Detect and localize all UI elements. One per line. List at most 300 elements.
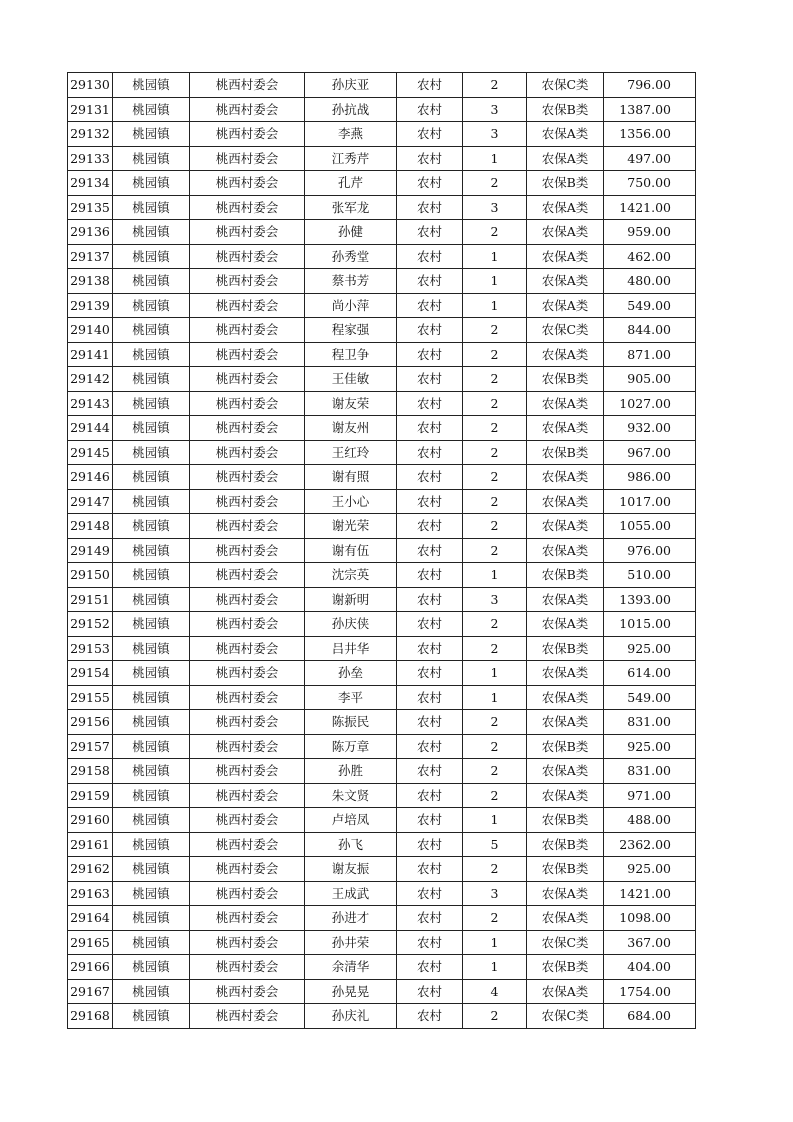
- cell-name: 谢友振: [305, 857, 397, 882]
- cell-name: 孙井荣: [305, 930, 397, 955]
- cell-village: 桃西村委会: [190, 73, 305, 98]
- cell-area: 农村: [397, 808, 463, 833]
- cell-household-count: 2: [463, 367, 527, 392]
- cell-town: 桃园镇: [113, 759, 190, 784]
- cell-name: 王佳敏: [305, 367, 397, 392]
- cell-name: 蔡书芳: [305, 269, 397, 294]
- cell-amount: 925.00: [604, 857, 696, 882]
- cell-name: 余清华: [305, 955, 397, 980]
- cell-id: 29130: [68, 73, 113, 98]
- cell-village: 桃西村委会: [190, 146, 305, 171]
- cell-area: 农村: [397, 293, 463, 318]
- cell-name: 王红玲: [305, 440, 397, 465]
- cell-household-count: 2: [463, 857, 527, 882]
- cell-insurance-class: 农保A类: [527, 514, 604, 539]
- cell-household-count: 2: [463, 342, 527, 367]
- cell-id: 29158: [68, 759, 113, 784]
- cell-town: 桃园镇: [113, 587, 190, 612]
- cell-village: 桃西村委会: [190, 563, 305, 588]
- table-row: [68, 906, 696, 931]
- table-row: [68, 783, 696, 808]
- cell-amount: 1027.00: [604, 391, 696, 416]
- cell-id: 29140: [68, 318, 113, 343]
- cell-amount: 1754.00: [604, 979, 696, 1004]
- cell-id: 29148: [68, 514, 113, 539]
- cell-id: 29147: [68, 489, 113, 514]
- cell-insurance-class: 农保A类: [527, 269, 604, 294]
- table-row: [68, 832, 696, 857]
- cell-insurance-class: 农保A类: [527, 146, 604, 171]
- cell-village: 桃西村委会: [190, 857, 305, 882]
- cell-insurance-class: 农保B类: [527, 171, 604, 196]
- cell-village: 桃西村委会: [190, 808, 305, 833]
- table-row: [68, 881, 696, 906]
- cell-area: 农村: [397, 857, 463, 882]
- cell-household-count: 2: [463, 612, 527, 637]
- cell-name: 王小心: [305, 489, 397, 514]
- cell-area: 农村: [397, 146, 463, 171]
- cell-area: 农村: [397, 465, 463, 490]
- cell-household-count: 2: [463, 171, 527, 196]
- table-row: [68, 734, 696, 759]
- cell-id: 29168: [68, 1004, 113, 1029]
- cell-amount: 549.00: [604, 685, 696, 710]
- cell-village: 桃西村委会: [190, 416, 305, 441]
- cell-name: 孙飞: [305, 832, 397, 857]
- cell-household-count: 1: [463, 930, 527, 955]
- table-row: [68, 293, 696, 318]
- cell-village: 桃西村委会: [190, 269, 305, 294]
- cell-area: 农村: [397, 538, 463, 563]
- cell-town: 桃园镇: [113, 514, 190, 539]
- cell-id: 29162: [68, 857, 113, 882]
- cell-area: 农村: [397, 269, 463, 294]
- cell-amount: 905.00: [604, 367, 696, 392]
- cell-household-count: 5: [463, 832, 527, 857]
- cell-name: 孙垒: [305, 661, 397, 686]
- cell-insurance-class: 农保A类: [527, 685, 604, 710]
- cell-village: 桃西村委会: [190, 244, 305, 269]
- table-row: [68, 73, 696, 98]
- cell-area: 农村: [397, 906, 463, 931]
- cell-town: 桃园镇: [113, 97, 190, 122]
- cell-village: 桃西村委会: [190, 440, 305, 465]
- cell-household-count: 1: [463, 685, 527, 710]
- cell-village: 桃西村委会: [190, 587, 305, 612]
- cell-amount: 1393.00: [604, 587, 696, 612]
- cell-village: 桃西村委会: [190, 734, 305, 759]
- table-row: [68, 489, 696, 514]
- cell-area: 农村: [397, 514, 463, 539]
- table-row: [68, 171, 696, 196]
- cell-town: 桃园镇: [113, 881, 190, 906]
- cell-id: 29138: [68, 269, 113, 294]
- cell-insurance-class: 农保B类: [527, 367, 604, 392]
- cell-amount: 1356.00: [604, 122, 696, 147]
- cell-town: 桃园镇: [113, 685, 190, 710]
- table-row: [68, 367, 696, 392]
- table-row: [68, 244, 696, 269]
- cell-town: 桃园镇: [113, 563, 190, 588]
- cell-amount: 497.00: [604, 146, 696, 171]
- table-row: [68, 930, 696, 955]
- cell-area: 农村: [397, 832, 463, 857]
- cell-town: 桃园镇: [113, 808, 190, 833]
- cell-household-count: 1: [463, 563, 527, 588]
- cell-insurance-class: 农保B类: [527, 734, 604, 759]
- cell-area: 农村: [397, 220, 463, 245]
- cell-village: 桃西村委会: [190, 759, 305, 784]
- table-row: [68, 416, 696, 441]
- cell-town: 桃园镇: [113, 293, 190, 318]
- cell-area: 农村: [397, 759, 463, 784]
- cell-area: 农村: [397, 783, 463, 808]
- cell-town: 桃园镇: [113, 220, 190, 245]
- cell-name: 孙抗战: [305, 97, 397, 122]
- cell-town: 桃园镇: [113, 416, 190, 441]
- cell-area: 农村: [397, 73, 463, 98]
- table-row: [68, 465, 696, 490]
- cell-town: 桃园镇: [113, 1004, 190, 1029]
- cell-name: 江秀芹: [305, 146, 397, 171]
- cell-insurance-class: 农保A类: [527, 465, 604, 490]
- cell-village: 桃西村委会: [190, 979, 305, 1004]
- cell-village: 桃西村委会: [190, 195, 305, 220]
- cell-household-count: 1: [463, 661, 527, 686]
- cell-village: 桃西村委会: [190, 342, 305, 367]
- cell-amount: 1015.00: [604, 612, 696, 637]
- cell-amount: 510.00: [604, 563, 696, 588]
- cell-id: 29152: [68, 612, 113, 637]
- cell-insurance-class: 农保A类: [527, 391, 604, 416]
- cell-insurance-class: 农保B类: [527, 440, 604, 465]
- cell-town: 桃园镇: [113, 612, 190, 637]
- cell-household-count: 2: [463, 636, 527, 661]
- cell-insurance-class: 农保B类: [527, 857, 604, 882]
- cell-area: 农村: [397, 636, 463, 661]
- cell-amount: 367.00: [604, 930, 696, 955]
- cell-amount: 488.00: [604, 808, 696, 833]
- cell-household-count: 3: [463, 122, 527, 147]
- cell-household-count: 3: [463, 195, 527, 220]
- cell-amount: 1017.00: [604, 489, 696, 514]
- cell-household-count: 2: [463, 783, 527, 808]
- cell-id: 29149: [68, 538, 113, 563]
- cell-town: 桃园镇: [113, 171, 190, 196]
- cell-area: 农村: [397, 489, 463, 514]
- cell-name: 孙健: [305, 220, 397, 245]
- cell-id: 29165: [68, 930, 113, 955]
- cell-area: 农村: [397, 391, 463, 416]
- cell-id: 29133: [68, 146, 113, 171]
- table-row: [68, 685, 696, 710]
- table-row: [68, 759, 696, 784]
- cell-town: 桃园镇: [113, 636, 190, 661]
- table-row: [68, 318, 696, 343]
- cell-amount: 750.00: [604, 171, 696, 196]
- cell-household-count: 3: [463, 97, 527, 122]
- table-row: [68, 97, 696, 122]
- cell-town: 桃园镇: [113, 783, 190, 808]
- cell-household-count: 2: [463, 465, 527, 490]
- table-row: [68, 269, 696, 294]
- cell-town: 桃园镇: [113, 906, 190, 931]
- cell-town: 桃园镇: [113, 73, 190, 98]
- cell-area: 农村: [397, 930, 463, 955]
- cell-amount: 932.00: [604, 416, 696, 441]
- cell-household-count: 3: [463, 881, 527, 906]
- cell-town: 桃园镇: [113, 367, 190, 392]
- cell-amount: 1098.00: [604, 906, 696, 931]
- cell-insurance-class: 农保B类: [527, 97, 604, 122]
- cell-amount: 1055.00: [604, 514, 696, 539]
- cell-village: 桃西村委会: [190, 685, 305, 710]
- cell-amount: 971.00: [604, 783, 696, 808]
- cell-name: 谢友州: [305, 416, 397, 441]
- cell-insurance-class: 农保A类: [527, 979, 604, 1004]
- cell-name: 卢培凤: [305, 808, 397, 833]
- cell-household-count: 2: [463, 906, 527, 931]
- cell-area: 农村: [397, 563, 463, 588]
- cell-household-count: 4: [463, 979, 527, 1004]
- cell-household-count: 2: [463, 391, 527, 416]
- cell-amount: 480.00: [604, 269, 696, 294]
- cell-village: 桃西村委会: [190, 97, 305, 122]
- cell-town: 桃园镇: [113, 465, 190, 490]
- cell-area: 农村: [397, 1004, 463, 1029]
- table-row: [68, 195, 696, 220]
- cell-village: 桃西村委会: [190, 710, 305, 735]
- cell-town: 桃园镇: [113, 857, 190, 882]
- cell-village: 桃西村委会: [190, 636, 305, 661]
- cell-amount: 1387.00: [604, 97, 696, 122]
- cell-id: 29137: [68, 244, 113, 269]
- cell-village: 桃西村委会: [190, 906, 305, 931]
- cell-village: 桃西村委会: [190, 293, 305, 318]
- cell-town: 桃园镇: [113, 269, 190, 294]
- cell-id: 29141: [68, 342, 113, 367]
- cell-area: 农村: [397, 612, 463, 637]
- cell-id: 29143: [68, 391, 113, 416]
- cell-name: 沈宗英: [305, 563, 397, 588]
- cell-amount: 925.00: [604, 636, 696, 661]
- cell-insurance-class: 农保C类: [527, 930, 604, 955]
- cell-amount: 404.00: [604, 955, 696, 980]
- table-row: [68, 612, 696, 637]
- table-row: [68, 587, 696, 612]
- cell-insurance-class: 农保C类: [527, 318, 604, 343]
- table-row: [68, 808, 696, 833]
- cell-amount: 796.00: [604, 73, 696, 98]
- cell-area: 农村: [397, 881, 463, 906]
- cell-id: 29139: [68, 293, 113, 318]
- cell-insurance-class: 农保A类: [527, 612, 604, 637]
- cell-amount: 614.00: [604, 661, 696, 686]
- cell-name: 孙庆亚: [305, 73, 397, 98]
- cell-insurance-class: 农保C类: [527, 1004, 604, 1029]
- cell-id: 29166: [68, 955, 113, 980]
- cell-village: 桃西村委会: [190, 318, 305, 343]
- cell-household-count: 2: [463, 538, 527, 563]
- table-row: [68, 857, 696, 882]
- table-row: [68, 710, 696, 735]
- cell-town: 桃园镇: [113, 710, 190, 735]
- cell-id: 29145: [68, 440, 113, 465]
- cell-id: 29134: [68, 171, 113, 196]
- cell-area: 农村: [397, 661, 463, 686]
- cell-village: 桃西村委会: [190, 122, 305, 147]
- cell-name: 朱文贤: [305, 783, 397, 808]
- cell-amount: 925.00: [604, 734, 696, 759]
- cell-village: 桃西村委会: [190, 367, 305, 392]
- cell-area: 农村: [397, 367, 463, 392]
- cell-household-count: 2: [463, 73, 527, 98]
- cell-area: 农村: [397, 710, 463, 735]
- cell-id: 29151: [68, 587, 113, 612]
- cell-village: 桃西村委会: [190, 832, 305, 857]
- cell-village: 桃西村委会: [190, 489, 305, 514]
- cell-household-count: 1: [463, 146, 527, 171]
- table-row: [68, 538, 696, 563]
- table-body: [68, 73, 696, 1029]
- cell-insurance-class: 农保A类: [527, 710, 604, 735]
- cell-name: 孙进才: [305, 906, 397, 931]
- cell-id: 29144: [68, 416, 113, 441]
- table-row: [68, 1004, 696, 1029]
- cell-amount: 2362.00: [604, 832, 696, 857]
- cell-village: 桃西村委会: [190, 661, 305, 686]
- cell-village: 桃西村委会: [190, 1004, 305, 1029]
- cell-name: 孙晃晃: [305, 979, 397, 1004]
- cell-amount: 1421.00: [604, 881, 696, 906]
- cell-village: 桃西村委会: [190, 881, 305, 906]
- cell-town: 桃园镇: [113, 930, 190, 955]
- cell-amount: 831.00: [604, 759, 696, 784]
- cell-town: 桃园镇: [113, 489, 190, 514]
- cell-area: 农村: [397, 734, 463, 759]
- cell-town: 桃园镇: [113, 146, 190, 171]
- cell-village: 桃西村委会: [190, 955, 305, 980]
- cell-area: 农村: [397, 342, 463, 367]
- cell-id: 29155: [68, 685, 113, 710]
- cell-id: 29153: [68, 636, 113, 661]
- table-row: [68, 979, 696, 1004]
- cell-amount: 844.00: [604, 318, 696, 343]
- cell-area: 农村: [397, 685, 463, 710]
- cell-area: 农村: [397, 244, 463, 269]
- table-row: [68, 514, 696, 539]
- cell-amount: 684.00: [604, 1004, 696, 1029]
- cell-id: 29159: [68, 783, 113, 808]
- cell-area: 农村: [397, 318, 463, 343]
- cell-insurance-class: 农保A类: [527, 122, 604, 147]
- cell-insurance-class: 农保A类: [527, 342, 604, 367]
- cell-insurance-class: 农保A类: [527, 881, 604, 906]
- cell-village: 桃西村委会: [190, 514, 305, 539]
- cell-household-count: 1: [463, 244, 527, 269]
- cell-amount: 967.00: [604, 440, 696, 465]
- cell-town: 桃园镇: [113, 979, 190, 1004]
- cell-id: 29142: [68, 367, 113, 392]
- cell-name: 谢新明: [305, 587, 397, 612]
- cell-name: 孙庆侠: [305, 612, 397, 637]
- table-row: [68, 440, 696, 465]
- cell-area: 农村: [397, 97, 463, 122]
- cell-insurance-class: 农保B类: [527, 563, 604, 588]
- table-row: [68, 146, 696, 171]
- table-row: [68, 563, 696, 588]
- cell-household-count: 2: [463, 710, 527, 735]
- cell-id: 29132: [68, 122, 113, 147]
- cell-name: 陈振民: [305, 710, 397, 735]
- cell-village: 桃西村委会: [190, 930, 305, 955]
- cell-id: 29167: [68, 979, 113, 1004]
- cell-name: 程卫争: [305, 342, 397, 367]
- cell-insurance-class: 农保A类: [527, 416, 604, 441]
- cell-name: 谢光荣: [305, 514, 397, 539]
- table-row: [68, 342, 696, 367]
- cell-insurance-class: 农保B类: [527, 832, 604, 857]
- cell-name: 孔芹: [305, 171, 397, 196]
- cell-name: 陈万章: [305, 734, 397, 759]
- cell-id: 29150: [68, 563, 113, 588]
- cell-insurance-class: 农保A类: [527, 759, 604, 784]
- table-row: [68, 220, 696, 245]
- cell-id: 29163: [68, 881, 113, 906]
- cell-village: 桃西村委会: [190, 220, 305, 245]
- cell-name: 王成武: [305, 881, 397, 906]
- table-row: [68, 391, 696, 416]
- cell-id: 29136: [68, 220, 113, 245]
- cell-name: 程家强: [305, 318, 397, 343]
- cell-household-count: 1: [463, 808, 527, 833]
- cell-area: 农村: [397, 195, 463, 220]
- cell-insurance-class: 农保A类: [527, 661, 604, 686]
- cell-insurance-class: 农保C类: [527, 73, 604, 98]
- cell-town: 桃园镇: [113, 538, 190, 563]
- cell-id: 29131: [68, 97, 113, 122]
- cell-name: 孙庆礼: [305, 1004, 397, 1029]
- cell-amount: 1421.00: [604, 195, 696, 220]
- cell-village: 桃西村委会: [190, 783, 305, 808]
- cell-amount: 549.00: [604, 293, 696, 318]
- cell-household-count: 3: [463, 587, 527, 612]
- cell-village: 桃西村委会: [190, 538, 305, 563]
- cell-town: 桃园镇: [113, 832, 190, 857]
- cell-household-count: 2: [463, 514, 527, 539]
- cell-name: 孙秀堂: [305, 244, 397, 269]
- cell-town: 桃园镇: [113, 195, 190, 220]
- cell-name: 李燕: [305, 122, 397, 147]
- table-row: [68, 636, 696, 661]
- cell-name: 吕井华: [305, 636, 397, 661]
- cell-insurance-class: 农保A类: [527, 538, 604, 563]
- cell-household-count: 2: [463, 220, 527, 245]
- cell-household-count: 1: [463, 293, 527, 318]
- cell-area: 农村: [397, 416, 463, 441]
- cell-area: 农村: [397, 122, 463, 147]
- cell-household-count: 2: [463, 416, 527, 441]
- cell-name: 李平: [305, 685, 397, 710]
- cell-name: 谢有伍: [305, 538, 397, 563]
- cell-insurance-class: 农保B类: [527, 955, 604, 980]
- cell-household-count: 2: [463, 489, 527, 514]
- cell-area: 农村: [397, 171, 463, 196]
- cell-insurance-class: 农保A类: [527, 906, 604, 931]
- cell-household-count: 2: [463, 440, 527, 465]
- cell-town: 桃园镇: [113, 342, 190, 367]
- cell-town: 桃园镇: [113, 661, 190, 686]
